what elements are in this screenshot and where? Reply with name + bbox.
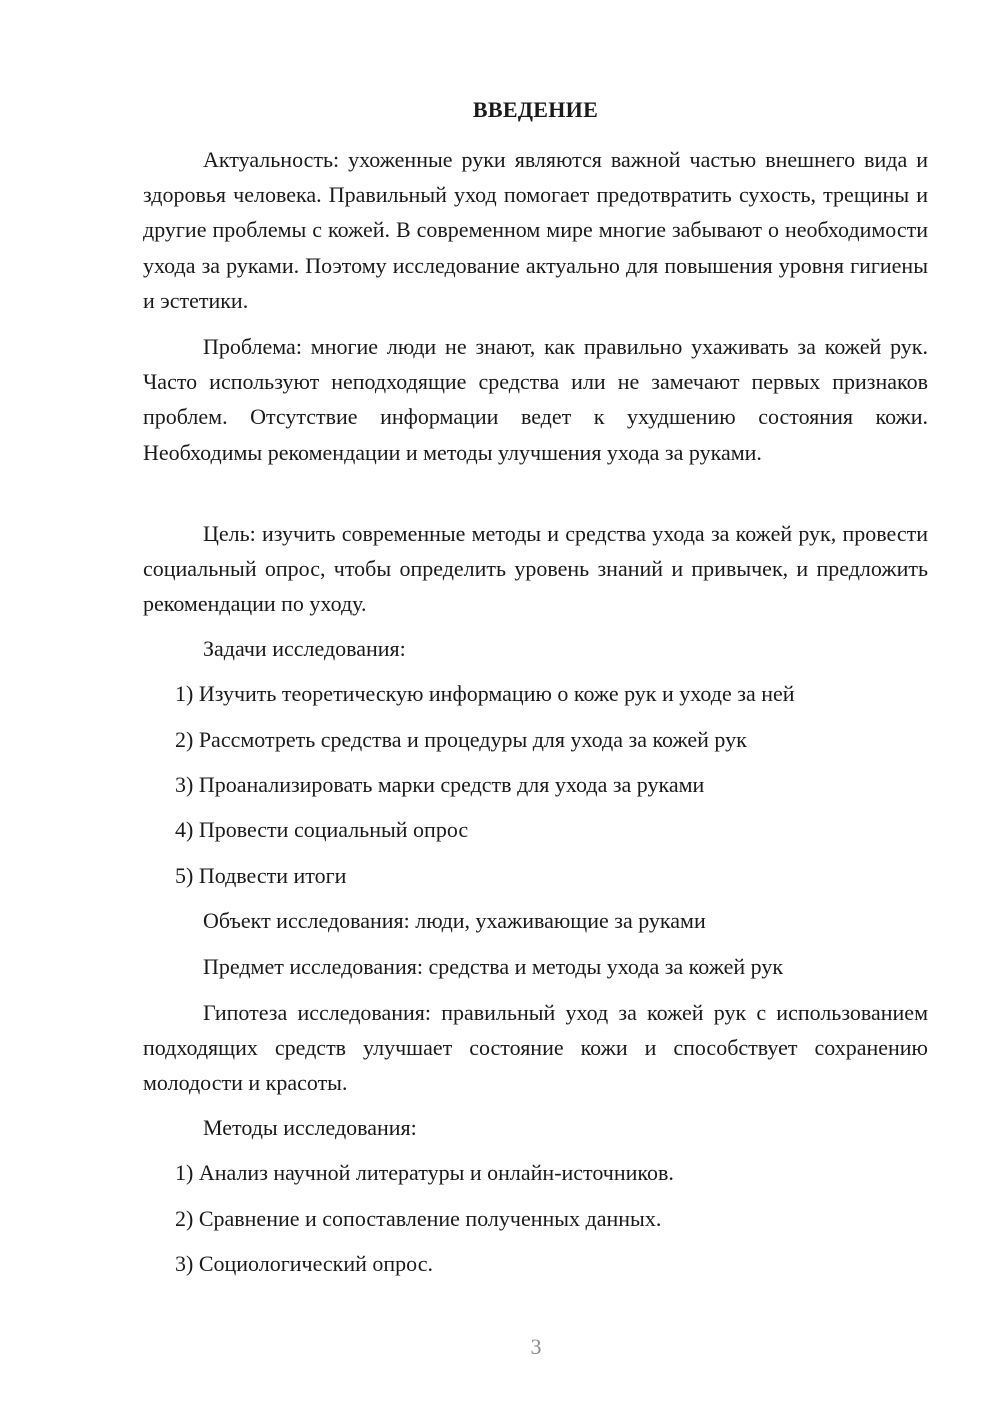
task-item <box>143 676 928 711</box>
task-item <box>143 767 928 802</box>
object-text: Объект исследования: люди, ухаживающие за руками <box>203 908 706 933</box>
method-item <box>143 1155 928 1190</box>
tasks-heading <box>143 631 928 666</box>
task-item <box>143 858 928 893</box>
relevance-text: Актуальность: ухоженные руки являются важной частью внешнего вида и здоровья человека. Правильный уход помогает предотвратить сухость, трещины и другие проблемы с кожей. В современном мире многие забывают о необходимости ухода за руками. Поэтому исследование актуально для повышения уровня гигиены и эстетики. <box>143 147 928 313</box>
hypothesis-paragraph <box>143 995 928 1101</box>
problem-text: Проблема: многие люди не знают, как правильно ухаживать за кожей рук. Часто используют неподходящие средства или не замечают первых признаков проблем. Отсутствие информации ведет к ухудшению состояния кожи. Необходимы рекомендации и методы улучшения ухода за руками. <box>143 334 928 465</box>
methods-heading-text: Методы исследования: <box>203 1115 417 1140</box>
task-item-text: 5) Подвести итоги <box>175 863 347 888</box>
method-item-text: 3) Социологический опрос. <box>175 1251 433 1276</box>
task-item-text: 1) Изучить теоретическую информацию о коже рук и уходе за ней <box>175 681 795 706</box>
method-item-text: 2) Сравнение и сопоставление полученных данных. <box>175 1206 662 1231</box>
subject-line <box>143 949 928 984</box>
task-item-text: 4) Провести социальный опрос <box>175 817 469 842</box>
method-item-text: 1) Анализ научной литературы и онлайн-источников. <box>175 1160 674 1185</box>
method-item <box>143 1246 928 1281</box>
goal-paragraph <box>143 516 928 622</box>
object-line <box>143 903 928 938</box>
task-item-text: 3) Проанализировать марки средств для ухода за руками <box>175 772 705 797</box>
relevance-paragraph <box>143 142 928 318</box>
tasks-heading-text: Задачи исследования: <box>203 636 406 661</box>
hypothesis-text: Гипотеза исследования: правильный уход за кожей рук с использованием подходящих средств улучшает состояние кожи и способствует сохранению молодости и красоты. <box>143 1000 928 1096</box>
subject-text: Предмет исследования: средства и методы ухода за кожей рук <box>203 954 784 979</box>
task-item <box>143 722 928 757</box>
section-heading: ВВЕДЕНИЕ <box>472 97 599 122</box>
task-item <box>143 812 928 847</box>
goal-text: Цель: изучить современные методы и средства ухода за кожей рук, провести социальный опрос, чтобы определить уровень знаний и привычек, и предложить рекомендации по уходу. <box>143 521 928 617</box>
task-item-text: 2) Рассмотреть средства и процедуры для ухода за кожей рук <box>175 727 747 752</box>
methods-heading <box>143 1110 928 1145</box>
method-item <box>143 1201 928 1236</box>
problem-paragraph <box>143 329 928 470</box>
page-number: 3 <box>530 1334 542 1359</box>
